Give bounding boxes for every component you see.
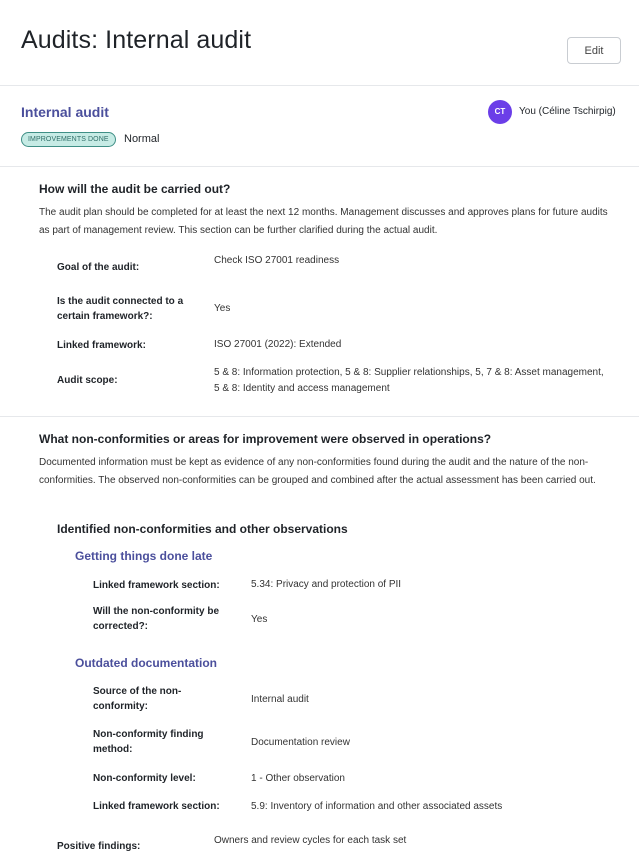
audit-name[interactable]: Internal audit (21, 104, 109, 120)
edit-button[interactable]: Edit (567, 37, 621, 64)
field-value-linked-framework: ISO 27001 (2022): Extended (214, 339, 342, 350)
field-value-source: Internal audit (251, 694, 309, 705)
section-description: The audit plan should be completed for at least the next 12 months. Management discusses and approves plans for future audits as part of management review. This section can be further clarified during the actual audit. (39, 207, 608, 236)
field-label-will-be-corrected: Will the non-conformity be corrected?: (93, 606, 220, 632)
status-badge: IMPROVEMENTS DONE (21, 132, 116, 147)
field-value-linked-section: 5.34: Privacy and protection of PII (251, 579, 402, 590)
subsection-heading: Identified non-conformities and other observations (57, 522, 348, 536)
field-value-positive-findings: Owners and review cycles for each task set (214, 835, 407, 846)
field-label-linked-section: Linked framework section: (93, 801, 220, 812)
field-label-framework-connected: Is the audit connected to a certain framework?: (57, 296, 184, 322)
page-title: Audits: Internal audit (21, 26, 252, 54)
field-label-goal: Goal of the audit: (57, 262, 140, 273)
field-value-goal: Check ISO 27001 readiness (214, 255, 340, 266)
priority-label: Normal (124, 133, 160, 145)
field-value-level: 1 - Other observation (251, 773, 345, 784)
field-value-will-be-corrected: Yes (251, 614, 268, 625)
section-description: Documented information must be kept as evidence of any non-conformities found during the audit and the nature of the non-conformities. The observed non-conformities can be grouped and combined after the actual assessment has been carried out. (39, 457, 596, 486)
field-label-linked-section: Linked framework section: (93, 580, 220, 591)
field-value-finding-method: Documentation review (251, 737, 350, 748)
field-label-source: Source of the non-conformity: (93, 686, 182, 712)
audit-summary (0, 86, 639, 167)
section-heading: What non-conformities or areas for improvement were observed in operations? (39, 432, 492, 446)
assignee-name: You (Céline Tschirpig) (519, 106, 616, 117)
field-value-audit-scope: 5 & 8: Information protection, 5 & 8: Supplier relationships, 5, 7 & 8: Asset management, 5 & 8: Identity and access management (214, 367, 604, 394)
section-heading: How will the audit be carried out? (39, 182, 231, 196)
field-label-audit-scope: Audit scope: (57, 375, 118, 386)
field-label-linked-framework: Linked framework: (57, 340, 146, 351)
field-value-linked-section: 5.9: Inventory of information and other associated assets (251, 801, 503, 812)
field-label-positive-findings: Positive findings: (57, 841, 141, 852)
observations-section (0, 417, 639, 852)
page-header (0, 0, 639, 86)
audit-plan-section (0, 167, 639, 417)
observation-title: Outdated documentation (75, 656, 217, 670)
field-label-level: Non-conformity level: (93, 773, 196, 784)
avatar[interactable]: CT (488, 100, 512, 124)
field-value-framework-connected: Yes (214, 303, 231, 314)
observation-title: Getting things done late (75, 549, 213, 563)
field-label-finding-method: Non-conformity finding method: (93, 729, 204, 755)
